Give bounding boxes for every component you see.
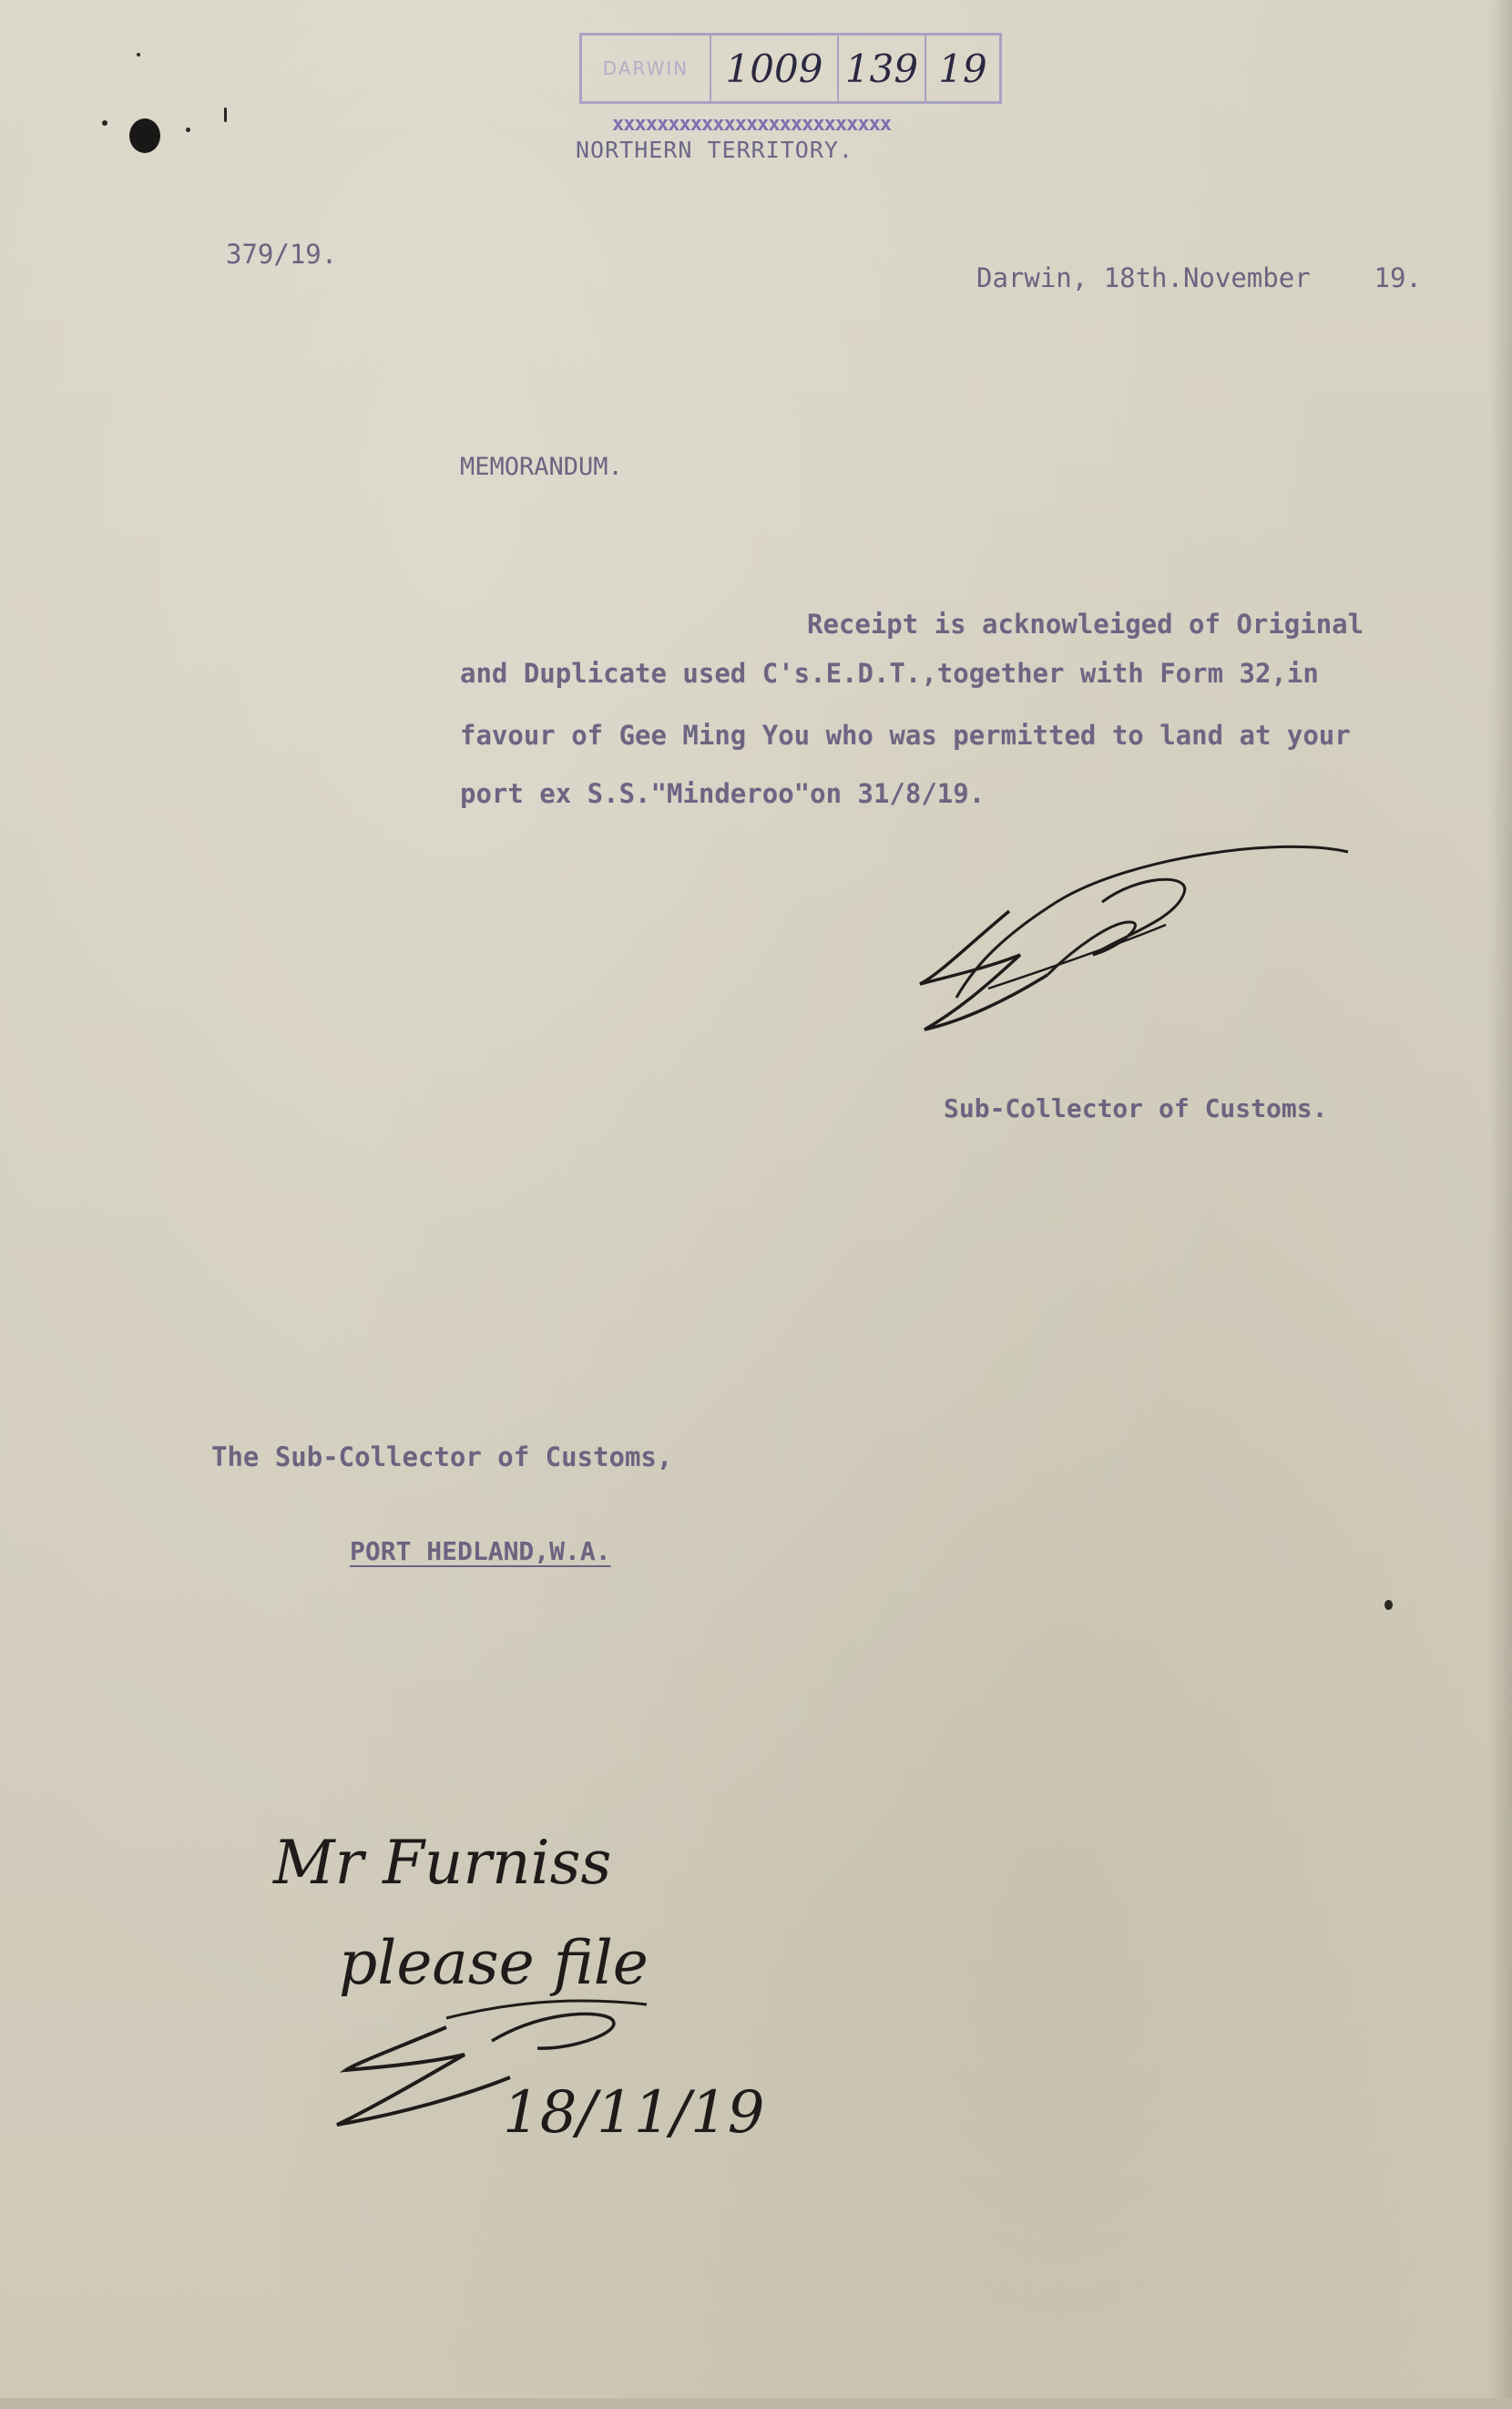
handwritten-note-date: 18/11/19 — [503, 2079, 765, 2147]
punch-hole — [129, 118, 160, 153]
ink-speck — [1384, 1600, 1393, 1610]
handwritten-note-line-2: please file — [339, 1928, 649, 1998]
stamp-number-cell — [711, 36, 839, 101]
stamp-year-cell — [926, 36, 999, 101]
struck-out-heading: xxxxxxxxxxxxxxxxxxxxxxxxx — [612, 113, 892, 136]
signer-title: Sub-Collector of Customs. — [944, 1093, 1328, 1123]
body-line-3: favour of Gee Ming You who was permitted to land at your — [460, 720, 1351, 751]
body-line-1: Receipt is acknowleiged of Original — [807, 609, 1364, 640]
ink-speck — [224, 108, 227, 122]
handwritten-note-line-1: Mr Furniss — [273, 1828, 612, 1898]
paper-bottom-edge — [0, 2398, 1512, 2409]
addressee-title: The Sub-Collector of Customs, — [211, 1441, 673, 1472]
stamp-label: DARWIN — [582, 36, 711, 101]
date-line: Darwin, 18th.November 19. — [976, 262, 1422, 293]
memo-title: MEMORANDUM. — [460, 453, 623, 481]
registry-stamp — [579, 33, 1002, 104]
ink-speck — [137, 53, 140, 56]
reference-number: 379/19. — [226, 239, 338, 270]
signature-mark — [902, 838, 1357, 1066]
stamp-folio: 139 — [844, 46, 919, 91]
addressee-location: PORT HEDLAND,W.A. — [350, 1536, 611, 1566]
stamp-number: 1009 — [725, 46, 823, 91]
body-line-2: and Duplicate used C's.E.D.T.,together with Form 32,in — [460, 658, 1319, 689]
ink-speck — [102, 120, 107, 126]
territory-heading: NORTHERN TERRITORY. — [576, 137, 853, 163]
stamp-folio-cell — [839, 36, 926, 101]
body-line-4: port ex S.S."Minderoo"on 31/8/19. — [460, 778, 986, 809]
ink-speck — [186, 128, 190, 132]
stamp-year: 19 — [938, 46, 987, 91]
paper-edge-shadow — [1488, 0, 1512, 2409]
